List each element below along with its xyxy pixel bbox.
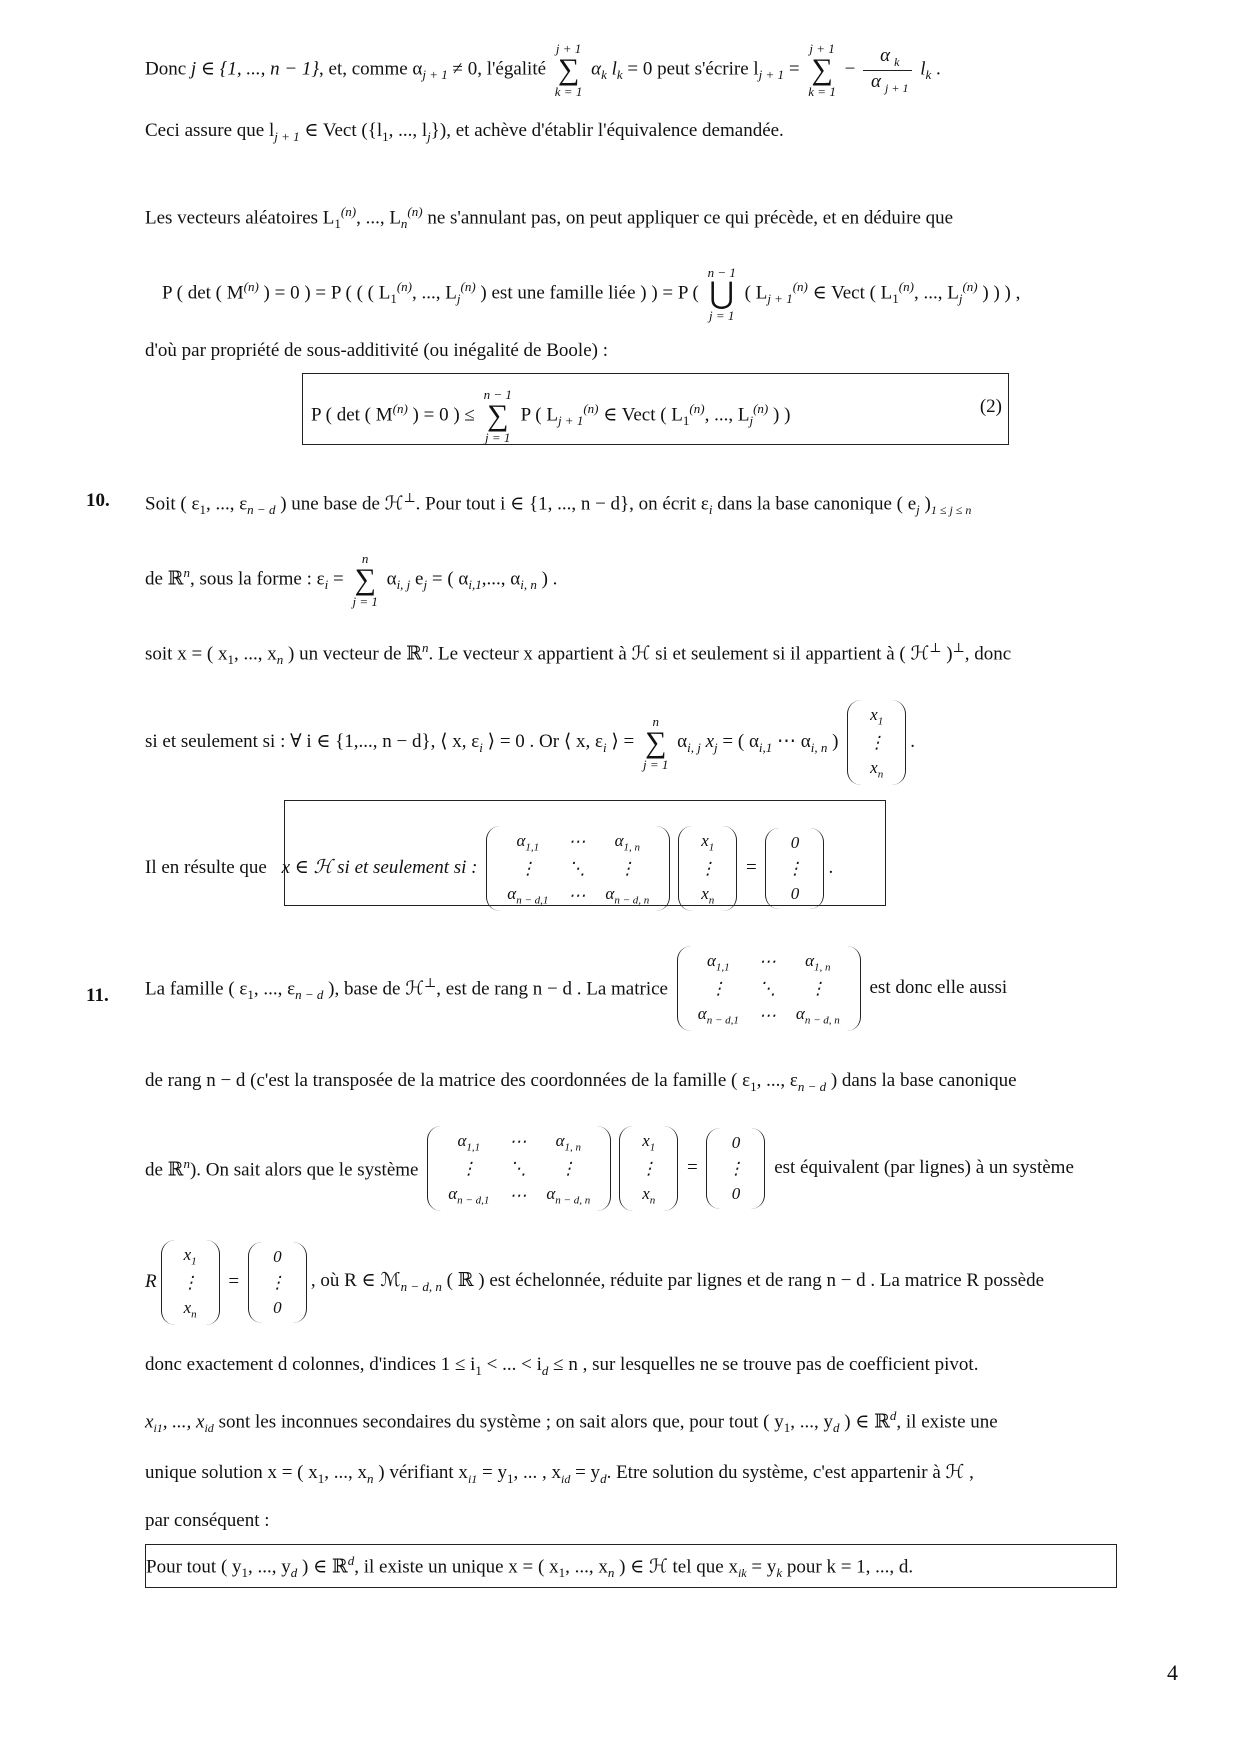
boxed-inequality: P ( det ( $M^{(n)}$ ) = 0 ) ≤ n − 1 ∑ j = 1 P ( $L_{j + 1}^{(n)}$ ∈ Vect ( $L_1^{(n)}$, ..., $L_j^{(n)}$ ) ) (2)	[302, 373, 1009, 445]
union-operator: n − 1 ⋃ j = 1	[707, 265, 736, 323]
sum-operator: j + 1 ∑ k = 1	[554, 41, 583, 99]
sum-operator: n ∑ j = 1	[352, 551, 378, 609]
column-vector-x: $x_1$ ⋮ $x_n$	[619, 1126, 678, 1211]
zero-vector: 0 ⋮ 0	[248, 1242, 307, 1323]
s10-line4: si et seulement si : ∀ i ∈ {1,..., n − d}, ⟨ x, $\varepsilon_i$ ⟩ = 0 . Or ⟨ x, $\varepsilon_i$ ⟩ = n ∑ j = 1 $\alpha_{i, j}$ $x_j$ = ( $\alpha_{i,1}$ ⋯ $\alpha_{i, n}$ ) $x_1$ ⋮ $x_n$ .	[145, 700, 915, 785]
s11-line8: par conséquent :	[145, 1510, 270, 1531]
s11-line9: Pour tout ( $y_1$, ..., $y_d$ ) ∈ ℝ$^d$, il existe un unique x = ( $x_1$, ..., $x_n$ ) ∈ ℋ tel que $x_{ik} = y_k$ pour k = 1, ..., d.	[146, 1553, 914, 1581]
column-vector-x: $x_1$ ⋮ $x_n$	[161, 1240, 220, 1325]
s11-line7: unique solution x = ( $x_1$, ..., $x_n$ ) vérifiant $x_{i1} = y_1$, ... , $x_{id} = y_d$. Etre solution du système, c'est appartenir à ℋ ,	[145, 1462, 974, 1486]
s11-line6: $x_{i1}$, ..., $x_{id}$ sont les inconnues secondaires du système ; on sait alors que, pour tout ( $y_1$, ..., $y_d$ ) ∈ ℝ$^d$, il existe une	[145, 1408, 998, 1436]
s11-line1: La famille ( $\varepsilon_1$, ..., $\varepsilon_{n - d}$ ), base de ℋ⊥, est de rang n − d . La matrice $\alpha_{1,1}$ ⋯ $\alpha_{1, n}$ ⋮ ⋱ ⋮ $\alpha_{n - d,1}$ ⋯ $\alpha_{n - d, n}$ est donc elle aussi	[145, 946, 1007, 1031]
s10-line3: soit x = ( $x_1$, ..., $x_n$ ) un vecteur de ℝ$^n$. Le vecteur x appartient à ℋ si et seulement si il appartient à ( ℋ⊥ )⊥, donc	[145, 640, 1012, 668]
s10-line5: Il en résulte que x ∈ ℋ si et seulement si : $\alpha_{1,1}$ ⋯ $\alpha_{1, n}$ ⋮ ⋱ ⋮ $\alpha_{n - d,1}$ ⋯ $\alpha_{n - d, n}$ $x_1$ ⋮ $x_n$ = 0 ⋮ 0 .	[145, 826, 833, 911]
alpha-matrix: $\alpha_{1,1}$ ⋯ $\alpha_{1, n}$ ⋮ ⋱ ⋮ $\alpha_{n - d,1}$ ⋯ $\alpha_{n - d, n}$	[427, 1126, 611, 1211]
alpha-matrix: $\alpha_{1,1}$ ⋯ $\alpha_{1, n}$ ⋮ ⋱ ⋮ $\alpha_{n - d,1}$ ⋯ $\alpha_{n - d, n}$	[486, 826, 670, 911]
s11-line3: de ℝ$^n$). On sait alors que le système $\alpha_{1,1}$ ⋯ $\alpha_{1, n}$ ⋮ ⋱ ⋮ $\alpha_{n - d,1}$ ⋯ $\alpha_{n - d, n}$ $x_1$ ⋮ $x_n$ = 0 ⋮ 0 est équivalent (par lignes) à un système	[145, 1126, 1074, 1211]
equation-det-probability: P ( det ( $M^{(n)}$ ) = 0 ) = P ( ( ( $L_1^{(n)}$, ..., $L_j^{(n)}$ ) est une famille liée ) ) = P ( n − 1 ⋃ j = 1 ( $L_{j + 1}^{(n)}$ ∈ Vect ( $L_1^{(n)}$, ..., $L_j^{(n)}$ ) ) ) ,	[162, 265, 1021, 323]
zero-vector: 0 ⋮ 0	[706, 1128, 765, 1209]
s11-line4: R $x_1$ ⋮ $x_n$ = 0 ⋮ 0 , où R ∈ ℳ$_{n - d, n}$ ( ℝ ) est échelonnée, réduite par lignes et de rang n − d . La matrice R possède	[145, 1240, 1044, 1325]
paragraph-vecteurs: Les vecteurs aléatoires $L_1^{(n)}$, ..., $L_n^{(n)}$ ne s'annulant pas, on peut appliquer ce qui précède, et en déduire que	[145, 204, 954, 232]
paragraph-boole: d'où par propriété de sous-additivité (ou inégalité de Boole) :	[145, 340, 608, 361]
alpha-matrix: $\alpha_{1,1}$ ⋯ $\alpha_{1, n}$ ⋮ ⋱ ⋮ $\alpha_{n - d,1}$ ⋯ $\alpha_{n - d, n}$	[677, 946, 861, 1031]
s10-line2: de ℝ$^n$, sous la forme : $\varepsilon_i$ = n ∑ j = 1 $\alpha_{i, j}$ $e_j$ = ( $\alpha_{i,1}$,..., $\alpha_{i, n}$ ) .	[145, 551, 558, 609]
fraction: $\frac{\alpha _k}{\alpha _{j + 1}}$	[863, 45, 912, 94]
s11-line2: de rang n − d (c'est la transposée de la matrice des coordonnées de la famille ( $\varepsilon_1$, ..., $\varepsilon_{n - d}$ ) dans la base canonique	[145, 1070, 1017, 1094]
column-vector-x: $x_1$ ⋮ $x_n$	[678, 826, 737, 911]
paragraph-ceci: Ceci assure que $l_{j + 1}$ ∈ Vect ({$l_1$, ..., $l_j$}), et achève d'établir l'équivalence demandée.	[145, 120, 784, 144]
section-number-11: 11.	[86, 985, 109, 1006]
page-number: 4	[1167, 1660, 1178, 1685]
equation-tag: (2)	[979, 396, 1002, 417]
zero-vector: 0 ⋮ 0	[765, 828, 824, 909]
column-vector-x: $x_1$ ⋮ $x_n$	[847, 700, 906, 785]
paragraph-donc: Donc j ∈ {1, ..., n − 1}, et, comme $\alpha_{j + 1} \ne 0$, l'égalité j + 1 ∑ k = 1 $\alpha_k$ $l_k = 0$ peut s'écrire $l_{j + 1}$ = j + 1 ∑ k = 1 − $\frac{\alpha _k}{\alpha _{j + 1}}$ $l_k$ .	[145, 41, 941, 99]
sum-operator: n − 1 ∑ j = 1	[483, 387, 512, 445]
section-number-10: 10.	[86, 490, 110, 511]
sum-operator: n ∑ j = 1	[643, 713, 669, 772]
sum-operator: j + 1 ∑ k = 1	[808, 41, 836, 99]
s11-line5: donc exactement d colonnes, d'indices $1 \le i_1$ < ... < $i_d \le n$ , sur lesquelles ne se trouve pas de coefficient pivot.	[145, 1354, 979, 1378]
s10-line1: Soit ( $\varepsilon_1$, ..., $\varepsilon_{n - d}$ ) une base de ℋ⊥. Pour tout i ∈ {1, ..., n − d}, on écrit $\varepsilon_i$ dans la base canonique ( $e_j$ )$_{1 \le j \le n}$	[145, 490, 972, 518]
